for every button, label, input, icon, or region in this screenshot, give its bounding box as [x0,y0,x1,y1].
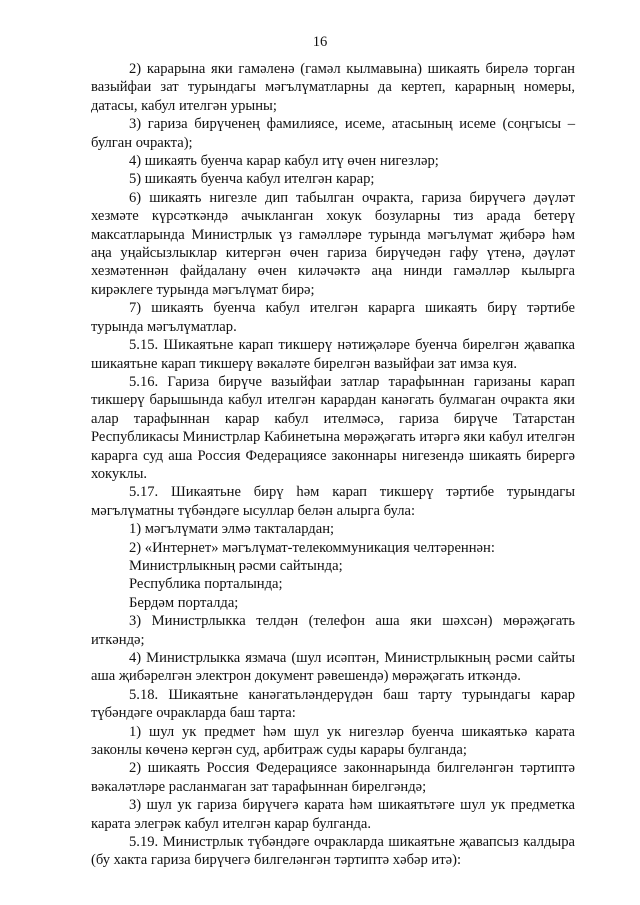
paragraph: 4) Министрлыкка язмача (шул исәптән, Министрлыкның рәсми сайты аша җибәрелгән электрон документ рәвешендә) мөрәҗәгать иткәндә. [91,650,575,685]
paragraph: 1) мәгълүмати элмә такталардан; [129,521,335,538]
document-body [91,60,575,870]
paragraph: 2) карарына яки гамәленә (гамәл кылмавына) шикаять бирелә торган вазыйфаи зат турындагы мәгълүматларны да кертеп, карарның номеры, датасы, кабул ителгән урыны; [91,61,575,114]
paragraph: 2) шикаять Россия Федерациясе законнарында билгеләнгән тәртиптә вәкаләтләре расланмаган зат тарафыннан бирелгәндә; [91,760,575,795]
paragraph: 6) шикаять нигезле дип табылган очракта, гариза бирүчегә дәүләт хезмәте күрсәткәндә ачыкланган хокук бозуларны тиз арада бетерү максатларында Министрлык үз гамәлләре турында мәгълүмат җибәрә һәм аңа уңайсызлыклар китергән өчен гариза бирүчедән гафу үтенә, дәүләт хезмәтеннән файдалану өчен киләчәктә аңа нинди гамәлләр кылырга кирәклеге турында мәгълүмат бирә; [91,189,575,298]
page-number: 16 [312,34,328,50]
paragraph: 5.18. Шикаятьне канәгатьләндерүдән баш тарту турындагы карар түбәндәге очракларда баш тарта: [91,686,575,722]
paragraph: Министрлыкның рәсми сайтында; [129,557,343,574]
paragraph: Республика порталында; [129,576,283,593]
paragraph: 3) шул ук гариза бирүчегә карата һәм шикаятьтәге шул ук предметка карата элегрәк кабул ителгән карар булганда. [91,797,575,832]
paragraph: 5.17. Шикаятьне бирү һәм карап тикшерү тәртибе турындагы мәгълүматны түбәндәге ысуллар белән алырга була: [91,484,575,519]
paragraph: 1) шул ук предмет һәм шул ук нигезләр буенча шикаятькә карата законлы көченә кергән суд, арбитраж суды карары булганда; [91,723,575,759]
paragraph: 5.19. Министрлык түбәндәге очракларда шикаятьне җавапсыз калдыра (бу хакта гариза бирүчегә билгеләнгән тәртиптә хәбәр итә): [91,834,575,869]
paragraph: 3) гариза бирүченең фамилиясе, исеме, атасының исеме (соңгысы – булган очракта); [91,116,575,151]
paragraph: Бердәм порталда; [129,594,239,611]
paragraph: 5) шикаять буенча кабул ителгән карар; [129,171,375,188]
paragraph: 7) шикаять буенча кабул ителгән карарга шикаять бирү тәртибе турында мәгълүматлар. [91,300,575,335]
paragraph: 5.15. Шикаятьне карап тикшерү нәтиҗәләре буенча бирелгән җавапка шикаятьне карап тикшерү вәкаләте бирелгән вазыйфаи зат имза куя. [91,337,575,372]
paragraph: 5.16. Гариза бирүче вазыйфаи затлар тарафыннан гаризаны карап тикшерү барышында кабул ителгән карардан канәгать булмаган очракта яки алар тарафыннан карар кабул ителмәсә, гариза бирүче Татарстан Республикасы Министрлар Кабинетына мөрәҗәгать итәргә яки кабул ителгән карарга суд аша Россия Федерациясе законнары нигезендә шикаять бирергә хокуклы. [91,373,575,482]
paragraph: 4) шикаять буенча карар кабул итү өчен нигезләр; [129,153,439,170]
paragraph: 2) «Интернет» мәгълүмат-телекоммуникация челтәреннән: [129,539,495,556]
paragraph: 3) Министрлыкка телдән (телефон аша яки шәхсән) мөрәҗәгать иткәндә; [91,613,575,648]
